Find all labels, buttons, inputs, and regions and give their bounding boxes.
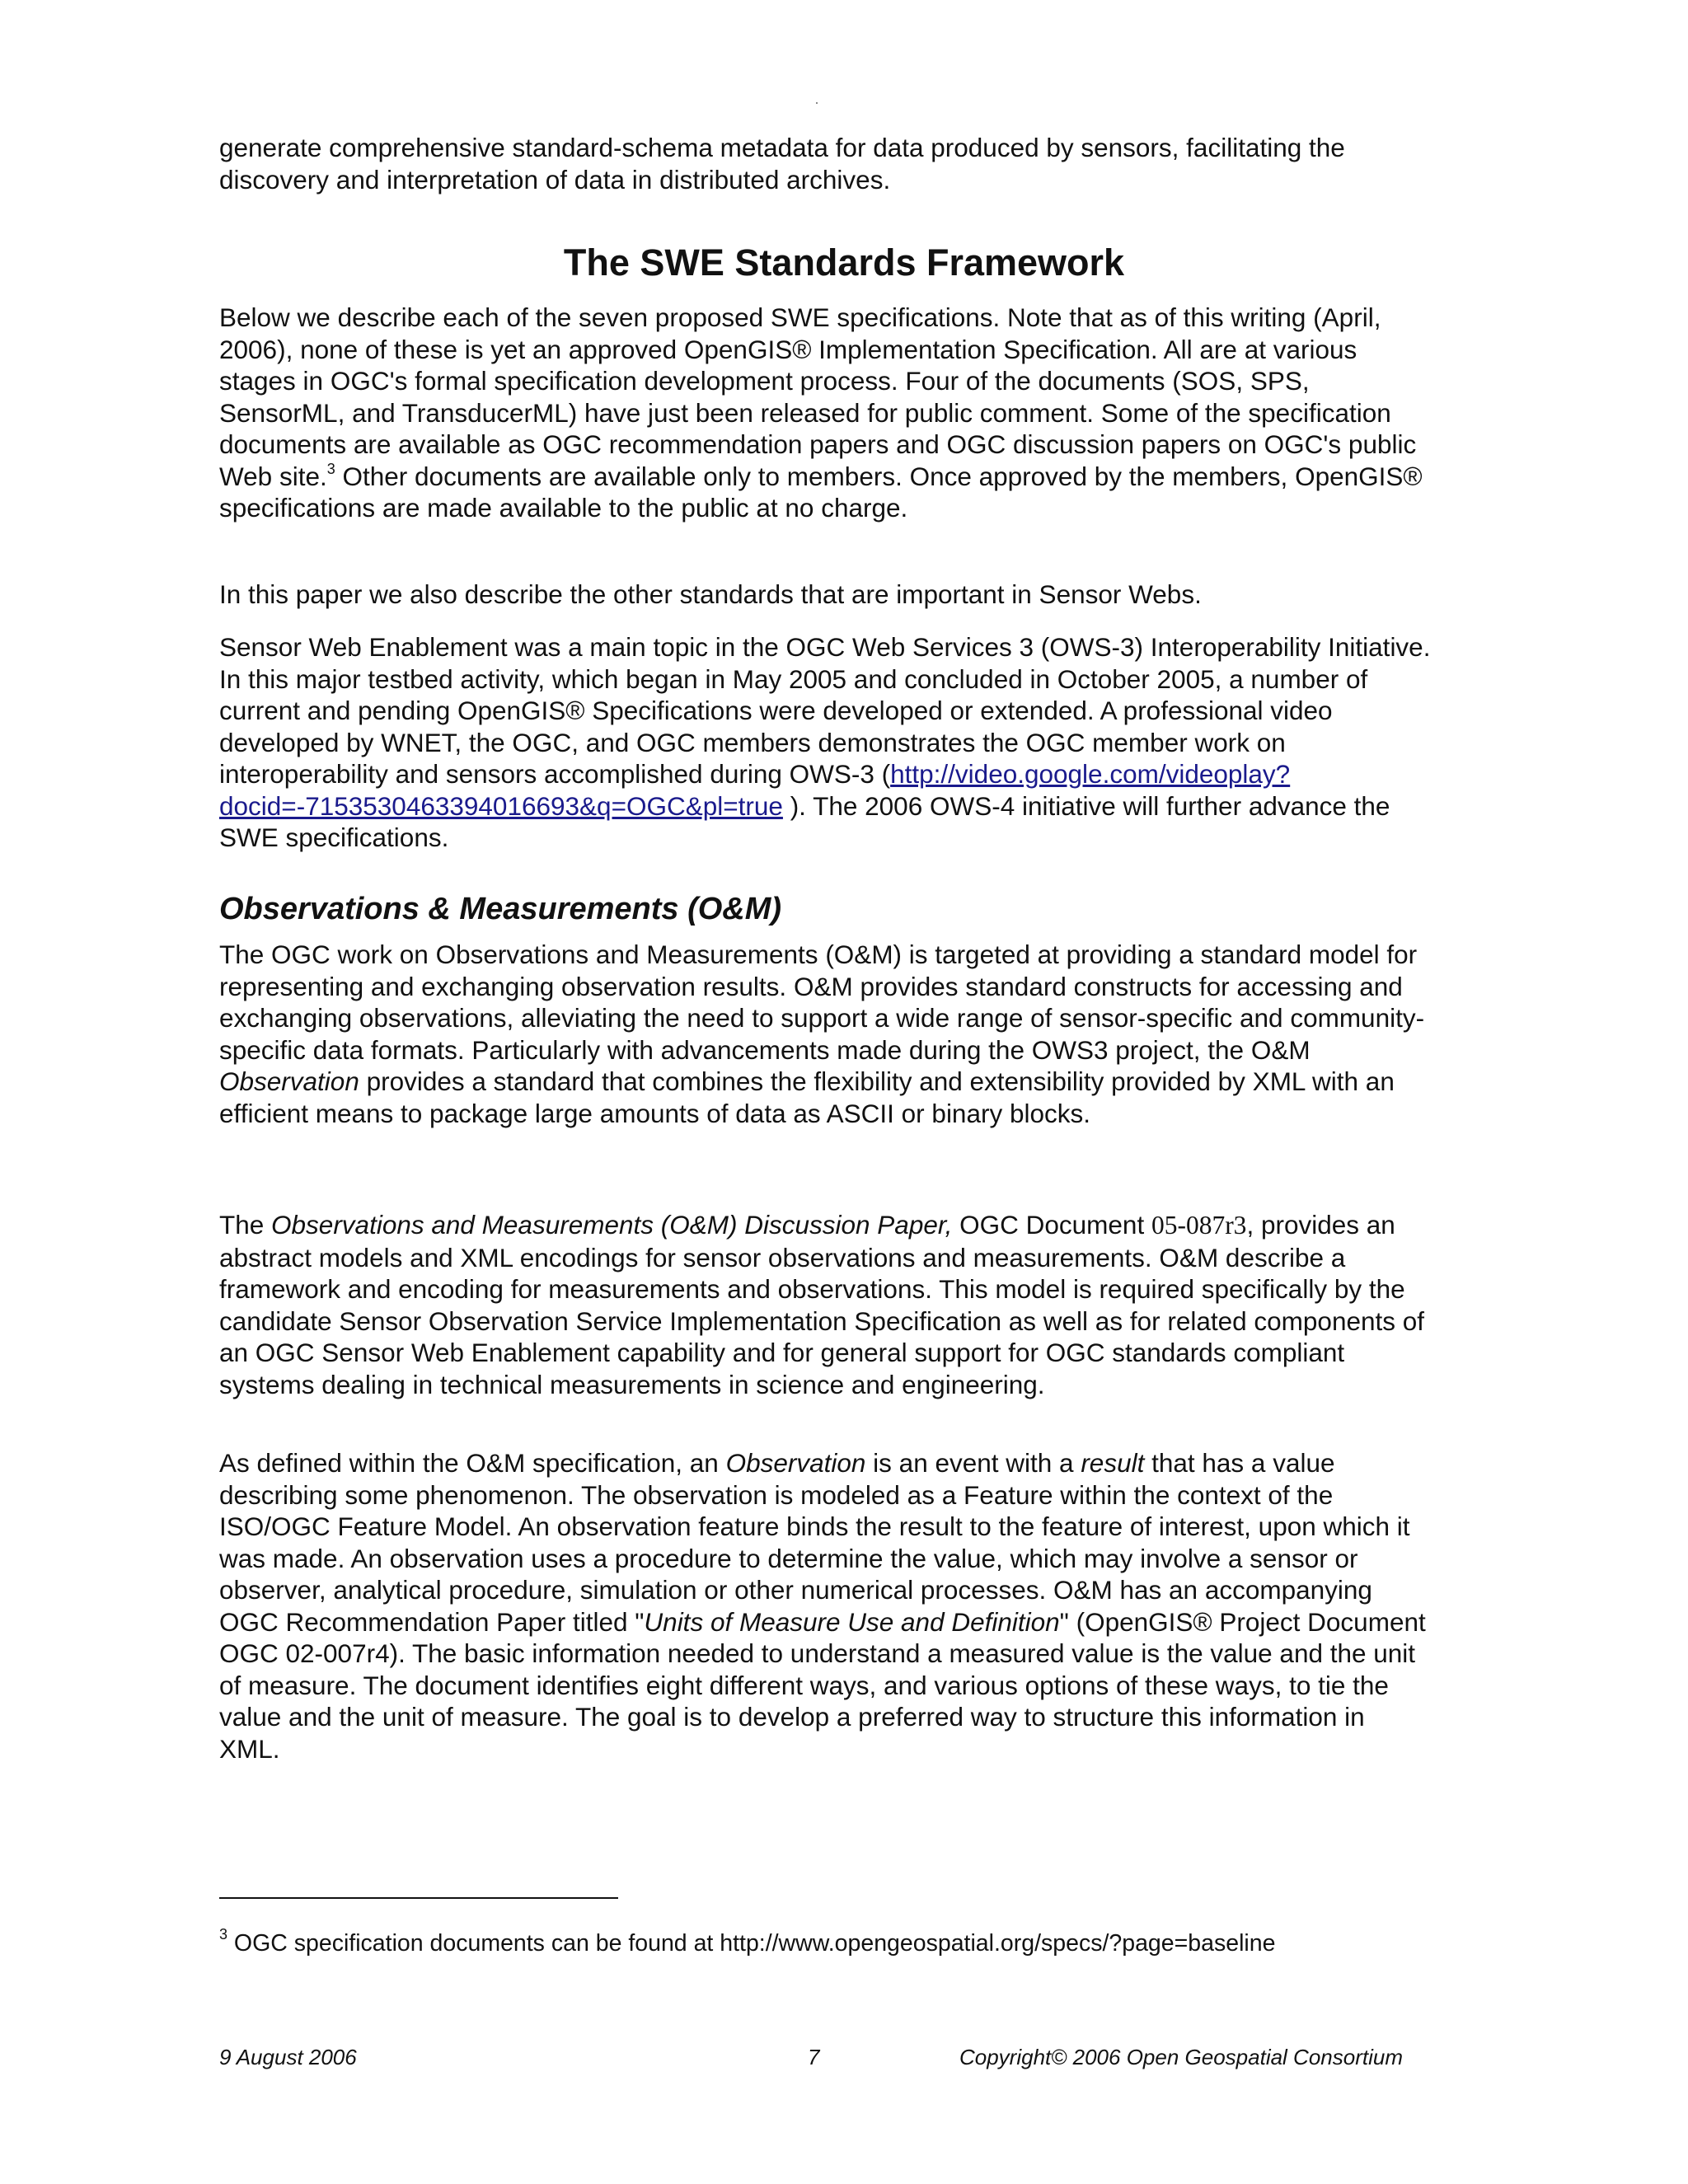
observation-definition-paragraph [219,1447,1431,1765]
paragraph-text: provides a standard that combines the flexibility and extensibility provided by XML with an efficient means to package large amounts of data as ASCII or binary blocks. [219,1066,1395,1128]
scan-mark [816,102,818,104]
paragraph-text: is an event with a [865,1448,1081,1478]
paragraph-text: The OGC work on Observations and Measurements (O&M) is targeted at providing a standard model for representing and exchanging observation results. O&M provides standard constructs for accessing and exchanging observations, alleviating the need to support a wide range of sensor-specific and community-specific data formats. Particularly with advancements made during the OWS3 project, the O&M [219,940,1425,1065]
italic-term: result [1081,1448,1145,1478]
footnote-text: OGC specification documents can be found at http://www.opengeospatial.org/specs/?page=baseline [227,1930,1276,1957]
paragraph-text: Sensor Web Enablement was a main topic in the OGC Web Services 3 (OWS-3) Interoperability Initiative. In this major testbed activity, which began in May 2005 and concluded in October 2005, a number of current and pending OpenGIS® Specifications were developed or extended. A professional video developed by WNET, the OGC, and OGC members demonstrates the OGC member work on interoperability and sensors accomplished during OWS-3 ( [219,632,1431,789]
section-title: The SWE Standards Framework [563,241,1125,284]
footer-page-number: 7 [808,2045,820,2069]
om-discussion-paper-paragraph [219,1209,1431,1400]
paragraph-text: The [219,1210,272,1240]
italic-title: Units of Measure Use and Definition [644,1606,1060,1637]
video-link[interactable]: http://video.google.com/videoplay?docid=-7153530463394016693&q=OGC&pl=true [219,759,1291,821]
document-number: 05-087r3 [1151,1211,1247,1240]
footnote-marker: 3 [219,1926,228,1943]
specifications-intro-paragraph [219,302,1431,524]
footnote-reference[interactable]: 3 [326,460,335,477]
footer-date: 9 August 2006 [219,2045,357,2069]
intro-continuation-paragraph: generate comprehensive standard-schema metadata for data produced by sensors, facilitating the discovery and interpretation of data in distributed archives. [219,133,1345,194]
italic-term: Observation [219,1066,359,1096]
footnote-separator [219,1897,618,1899]
footnote [219,1926,1276,1958]
italic-term: Observation [725,1448,866,1478]
paragraph-text: that has a value describing some phenomenon. The observation is modeled as a Feature within the context of the ISO/OGC Feature Model. An observation feature binds the result to the feature of interest, upon which it was made. An observation uses a procedure to determine the value, which may involve a sensor or observer, analytical procedure, simulation or other numerical processes. O&M has an accompanying OGC Recommendation Paper titled " [219,1448,1410,1637]
subsection-title: Observations & Measurements (O&M) [219,892,782,926]
other-standards-paragraph: In this paper we also describe the other standards that are important in Sensor Webs. [219,579,1202,609]
ows3-paragraph [219,631,1431,854]
paragraph-text: , provides an abstract models and XML encodings for sensor observations and measurements. O&M describe a framework and encoding for measurements and observations. This model is required specifically by the candidate Sensor Observation Service Implementation Specification as well as for related components of an OGC Sensor Web Enablement capability and for general support for OGC standards compliant systems dealing in technical measurements in science and engineering. [219,1210,1425,1399]
paragraph-text: Below we describe each of the seven proposed SWE specifications. Note that as of this writing (April, 2006), none of these is yet an approved OpenGIS® Implementation Specification. All are at various stages in OGC's formal specification development process. Four of the documents (SOS, SPS, SensorML, and TransducerML) have just been released for public comment. Some of the specification documents are available as OGC recommendation papers and OGC discussion papers on OGC's public Web site. [219,302,1417,491]
paragraph-text: Other documents are available only to members. Once approved by the members, OpenGIS® specifications are made available to the public at no charge. [219,461,1423,523]
paragraph-text: As defined within the O&M specification, an [219,1448,726,1478]
footer-copyright: Copyright© 2006 Open Geospatial Consortium [959,2045,1403,2069]
paragraph-text: " (OpenGIS® Project Document OGC 02-007r4). The basic information needed to understand a measured value is the value and the unit of measure. The document identifies eight different ways, and various options of these ways, to tie the value and the unit of measure. The goal is to develop a preferred way to structure this information in XML. [219,1606,1426,1764]
paragraph-text: ). The 2006 OWS-4 initiative will further advance the SWE specifications. [219,790,1390,852]
om-overview-paragraph [219,939,1431,1129]
italic-title: Observations and Measurements (O&M) Discussion Paper, [271,1210,953,1240]
paragraph-text: OGC Document [952,1210,1151,1240]
